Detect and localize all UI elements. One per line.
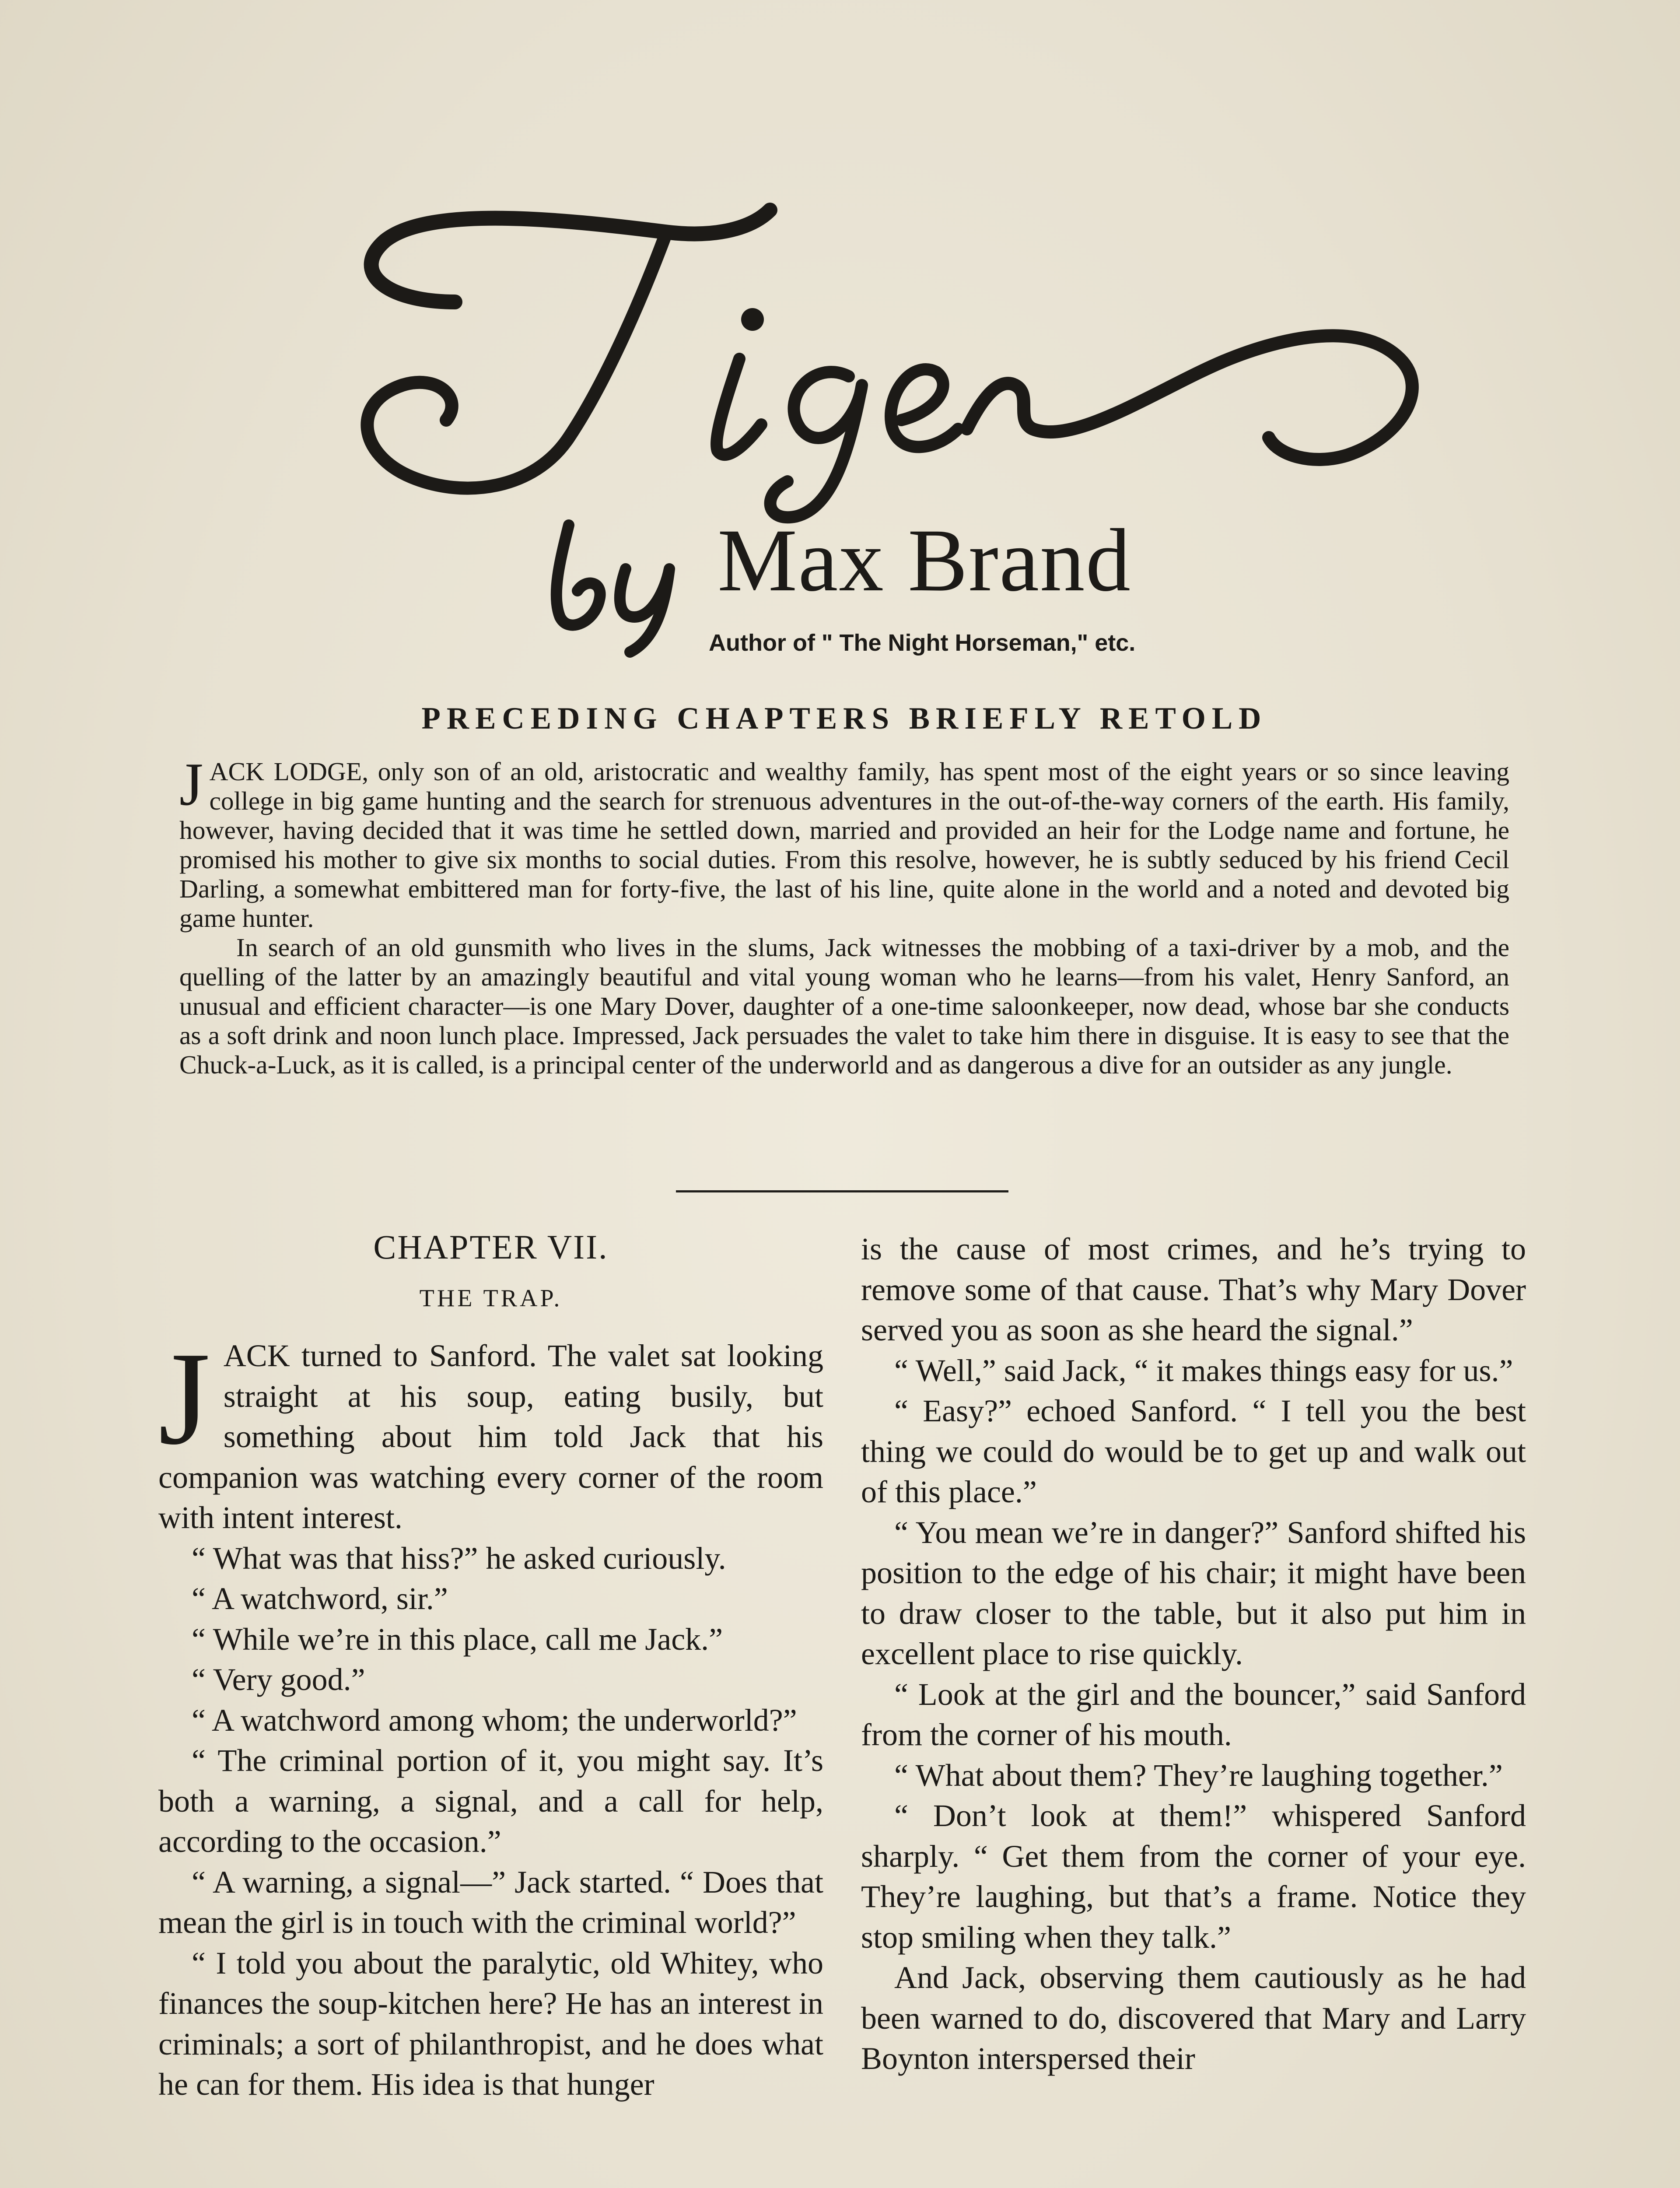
- story-paragraph: JACK turned to Sanford. The valet sat looking straight at his soup, eating busily, but something about him told Jack that his companion was watching every corner of the room with intent interest.: [158, 1324, 823, 1535]
- story-paragraph: “ I told you about the paralytic, old Whitey, who finances the soup-kitchen here? He has an interest in criminals; a sort of philanthropist, and he does what he can for them. His idea is that hunger: [158, 1945, 823, 2102]
- story-paragraph: “ Easy?” echoed Sanford. “ I tell you the best thing we could do would be to get up and walk out of this place.”: [861, 1393, 1526, 1509]
- story-paragraph: And Jack, observing them cautiously as he had been warned to do, discovered that Mary and Larry Boynton interspersed their: [861, 1960, 1526, 2076]
- recap-heading: PRECEDING CHAPTERS BRIEFLY RETOLD: [421, 701, 1267, 736]
- story-paragraph: “ A watchword, sir.”: [192, 1581, 448, 1616]
- story-paragraph: “ Look at the girl and the bouncer,” said Sanford from the corner of his mouth.: [861, 1676, 1526, 1752]
- story-paragraph: “ The criminal portion of it, you might say. It’s both a warning, a signal, and a call for help, according to the occasion.”: [158, 1743, 823, 1859]
- left-column: [158, 1221, 823, 2105]
- recap-drop-cap: J: [179, 750, 203, 818]
- story-paragraph: is the cause of most crimes, and he’s trying to remove some of that cause. That’s why Mary Dover served you as soon as she heard the signal.”: [861, 1231, 1526, 1347]
- recap-paragraph-1: [179, 750, 1509, 933]
- story-paragraph: “ While we’re in this place, call me Jack.”: [192, 1621, 723, 1657]
- story-paragraph: “ A warning, a signal—” Jack started. “ Does that mean the girl is in touch with the criminal world?”: [158, 1864, 823, 1940]
- recap-paragraph-1-text: ACK LODGE, only son of an old, aristocratic and wealthy family, has spent most of the eight years or so since leaving college in big game hunting and the search for strenuous adventures in the out-of-the-way corners of the earth. His family, however, having decided that it was time he settled down, married and provided an heir for the Lodge name and fortune, he promised his mother to give six months to social duties. From this resolve, however, he is subtly seduced by his friend Cecil Darling, a somewhat embittered man for forty-five, the last of his line, quite alone in the world and a noted and devoted big game hunter.: [179, 757, 1509, 933]
- story-paragraph: “ Don’t look at them!” whispered Sanford sharply. “ Get them from the corner of your eye. They’re laughing, but that’s a frame. Notice they stop smiling when they talk.”: [861, 1798, 1526, 1955]
- author-name: Max Brand: [718, 511, 1132, 610]
- story-paragraph: “ You mean we’re in danger?” Sanford shifted his position to the edge of his chair; it might have been to draw closer to the table, but it also put him in excellent place to rise quickly.: [861, 1515, 1526, 1671]
- chapter-subtitle: THE TRAP.: [419, 1285, 563, 1312]
- story-paragraph: “ Very good.”: [192, 1662, 365, 1697]
- byline-script: [534, 516, 718, 661]
- title-script-logo: [332, 193, 1435, 525]
- story-paragraph: “ Well,” said Jack, “ it makes things easy for us.”: [894, 1353, 1513, 1388]
- recap-paragraph-2: In search of an old gunsmith who lives in the slums, Jack witnesses the mobbing of a taxi-driver by a mob, and the quelling of the latter by an amazingly beautiful and vital young woman who he learns—from his valet, Henry Sanford, an unusual and efficient character—is one Mary Dover, daughter of a one-time saloonkeeper, now dead, whose bar she conducts as a soft drink and noon lunch place. Impressed, Jack persuades the valet to take him there in disguise. It is easy to see that the Chuck-a-Luck, as it is called, is a principal center of the underworld and as dangerous a dive for an outsider as any jungle.: [179, 933, 1509, 1079]
- recap-summary: [179, 750, 1509, 1080]
- right-column: [861, 1229, 1526, 2079]
- story-paragraph: “ What was that hiss?” he asked curiously.: [192, 1540, 726, 1576]
- story-paragraph: “ A watchword among whom; the underworld?”: [192, 1702, 797, 1738]
- story-paragraph: “ What about them? They’re laughing together.”: [894, 1757, 1503, 1793]
- section-divider: [676, 1190, 1008, 1192]
- chapter-label: CHAPTER VII.: [373, 1228, 609, 1266]
- chapter-drop-cap: J: [158, 1324, 210, 1472]
- author-credit: Author of " The Night Horseman," etc.: [709, 630, 1136, 656]
